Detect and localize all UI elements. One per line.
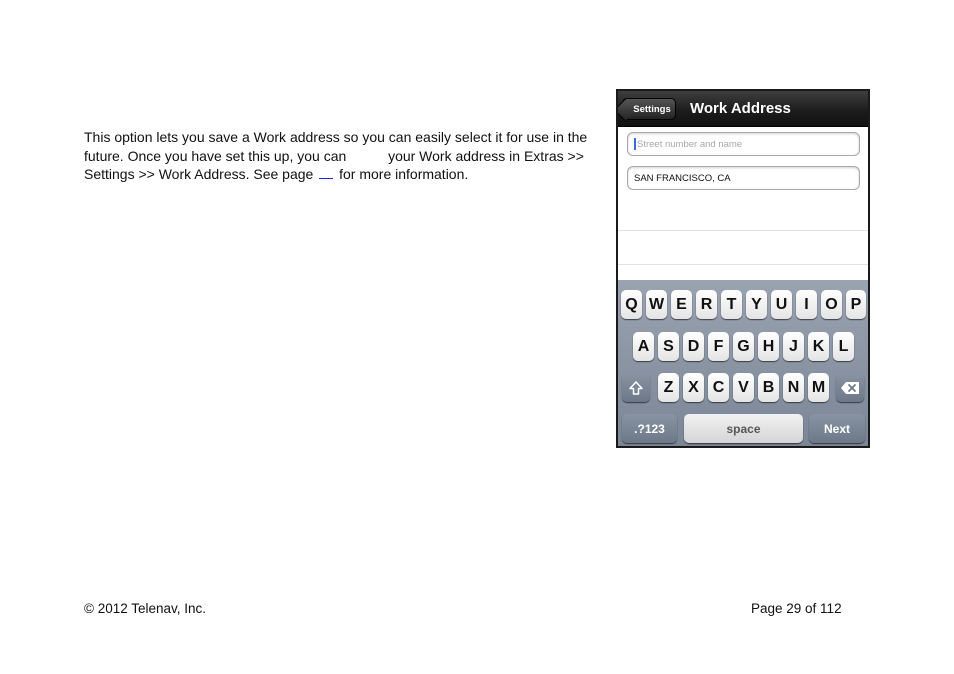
- key-r[interactable]: R: [696, 290, 717, 319]
- key-i[interactable]: I: [796, 290, 817, 319]
- street-placeholder: Street number and name: [637, 138, 743, 150]
- paragraph-part-2: your Work address in Extras >> Settings >> Work Address. See page: [84, 147, 584, 182]
- paragraph-part-1: This option lets you save a Work address so you can easily select it for use in the future. Once you have set this up, you can: [84, 129, 588, 164]
- key-z[interactable]: Z: [658, 373, 679, 402]
- key-d[interactable]: D: [683, 332, 704, 361]
- divider: [618, 230, 868, 231]
- next-key[interactable]: Next: [809, 414, 865, 443]
- key-w[interactable]: W: [646, 290, 667, 319]
- divider: [618, 264, 868, 265]
- key-p[interactable]: P: [846, 290, 866, 319]
- key-x[interactable]: X: [683, 373, 704, 402]
- key-h[interactable]: H: [758, 332, 779, 361]
- body-paragraph: [84, 128, 594, 184]
- city-value: SAN FRANCISCO, CA: [634, 172, 731, 184]
- key-l[interactable]: L: [833, 332, 854, 361]
- paragraph-part-3: for more information.: [339, 166, 469, 182]
- key-g[interactable]: G: [733, 332, 754, 361]
- backspace-icon: [840, 381, 860, 395]
- navigation-bar: [618, 91, 868, 127]
- address-form: [618, 128, 868, 280]
- key-e[interactable]: E: [671, 290, 692, 319]
- on-screen-keyboard: [618, 280, 868, 448]
- phone-screenshot: [616, 89, 870, 448]
- screen-title: Work Address: [690, 100, 791, 117]
- key-j[interactable]: J: [783, 332, 804, 361]
- key-q[interactable]: Q: [621, 290, 642, 319]
- key-b[interactable]: B: [758, 373, 779, 402]
- page-reference-link[interactable]: [319, 167, 333, 179]
- backspace-key[interactable]: [836, 373, 864, 402]
- key-s[interactable]: S: [658, 332, 679, 361]
- city-input[interactable]: [627, 166, 860, 190]
- key-a[interactable]: A: [633, 332, 654, 361]
- key-u[interactable]: U: [771, 290, 792, 319]
- shift-icon: [628, 380, 644, 396]
- key-t[interactable]: T: [721, 290, 742, 319]
- copyright-footer: © 2012 Telenav, Inc.: [84, 601, 207, 616]
- space-key[interactable]: space: [684, 414, 803, 443]
- key-o[interactable]: O: [821, 290, 842, 319]
- key-y[interactable]: Y: [746, 290, 767, 319]
- shift-key[interactable]: [622, 373, 650, 402]
- key-c[interactable]: C: [708, 373, 729, 402]
- numbers-key[interactable]: .?123: [622, 414, 677, 443]
- back-button-label: Settings: [633, 103, 671, 115]
- key-n[interactable]: N: [783, 373, 804, 402]
- key-m[interactable]: M: [808, 373, 829, 402]
- text-cursor: [634, 138, 636, 150]
- key-k[interactable]: K: [808, 332, 829, 361]
- settings-back-button[interactable]: [622, 98, 676, 120]
- page-number-footer: Page 29 of 112: [751, 601, 842, 616]
- street-input[interactable]: [627, 132, 860, 156]
- key-f[interactable]: F: [708, 332, 729, 361]
- key-v[interactable]: V: [733, 373, 754, 402]
